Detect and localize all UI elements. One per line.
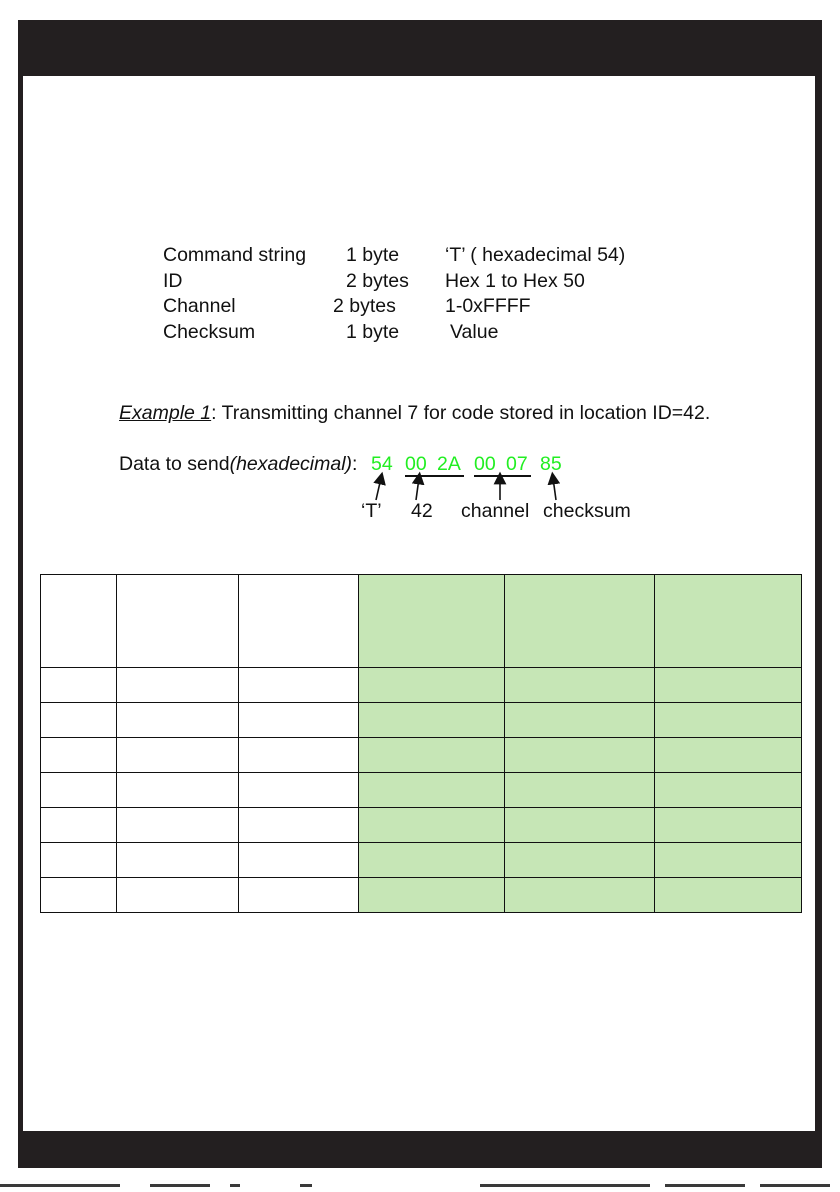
table-cell-green: [505, 703, 655, 738]
table-cell-green: [359, 773, 505, 808]
data-prefix-italic: (hexadecimal): [229, 453, 353, 475]
spec-value: Hex 1 to Hex 50: [445, 269, 585, 292]
callout-command: ‘T’: [361, 500, 382, 522]
spec-size: 1 byte: [346, 320, 400, 343]
callout-channel: channel: [461, 500, 530, 522]
table-cell-green: [359, 843, 505, 878]
table-row: [41, 738, 802, 773]
table-cell: [117, 703, 239, 738]
table-cell: [117, 878, 239, 913]
table-cell-green: [655, 773, 802, 808]
hex-byte-command: 54: [371, 453, 393, 475]
callout-arrows: [0, 0, 840, 560]
arrow-to-id-bytes: [416, 478, 419, 500]
hex-byte-id-low: 2A: [437, 453, 461, 475]
spec-size: 2 bytes: [346, 269, 409, 292]
table-cell: [239, 668, 359, 703]
table-cell-green: [359, 738, 505, 773]
table-cell: [41, 808, 117, 843]
example-label: Example 1: [119, 402, 212, 424]
data-colon: :: [352, 453, 358, 475]
hex-byte-id-high: 00: [405, 453, 427, 475]
hex-byte-channel-high: 00: [474, 453, 496, 475]
spec-value: ‘T’ ( hexadecimal 54): [445, 244, 626, 266]
table-cell-green: [655, 575, 802, 668]
table-cell: [239, 773, 359, 808]
table-cell-green: [359, 668, 505, 703]
callout-checksum: checksum: [543, 500, 631, 522]
table-row: [41, 878, 802, 913]
table-cell-green: [505, 878, 655, 913]
table-cell-green: [655, 878, 802, 913]
table-cell-green: [505, 738, 655, 773]
table-cell-green: [359, 808, 505, 843]
table-cell-green: [655, 668, 802, 703]
table-cell: [117, 773, 239, 808]
table-cell: [117, 843, 239, 878]
table-cell: [41, 843, 117, 878]
table-cell-green: [655, 843, 802, 878]
table-header-row: [41, 575, 802, 668]
table-cell-green: [655, 738, 802, 773]
table-cell: [239, 575, 359, 668]
table-cell: [41, 575, 117, 668]
spec-field: Channel: [163, 295, 236, 317]
table-cell-green: [655, 808, 802, 843]
table-cell-green: [359, 878, 505, 913]
table-cell: [239, 738, 359, 773]
table-cell-green: [505, 843, 655, 878]
spec-size: 2 bytes: [333, 295, 396, 317]
table-cell: [41, 773, 117, 808]
table-cell: [239, 878, 359, 913]
table-row: [41, 773, 802, 808]
hex-byte-channel-low: 07: [506, 453, 528, 475]
table-row: [41, 808, 802, 843]
table-cell-green: [505, 773, 655, 808]
table-cell-green: [505, 575, 655, 668]
table-cell-green: [655, 703, 802, 738]
spec-field: ID: [163, 269, 183, 292]
table-row: [41, 703, 802, 738]
table-cell: [239, 808, 359, 843]
spec-size: 1 byte: [346, 244, 400, 266]
table-cell: [117, 575, 239, 668]
table-cell: [41, 668, 117, 703]
arrow-to-checksum-byte: [553, 478, 556, 500]
table-row: [41, 668, 802, 703]
table-cell: [239, 843, 359, 878]
table-cell: [239, 703, 359, 738]
table-row: [41, 843, 802, 878]
table-cell: [41, 878, 117, 913]
spec-field: Command string: [163, 244, 307, 266]
table-cell: [41, 738, 117, 773]
spec-value: Value: [450, 320, 499, 343]
arrow-to-command-byte: [376, 478, 381, 500]
example-text: : Transmitting channel 7 for code stored in location ID=42.: [211, 402, 711, 424]
spec-field: Checksum: [163, 320, 256, 343]
bottom-edge-marks: [0, 1180, 840, 1192]
table-cell-green: [505, 668, 655, 703]
callout-id: 42: [411, 500, 433, 522]
spec-value: 1-0xFFFF: [445, 295, 531, 317]
hex-byte-checksum: 85: [540, 453, 562, 475]
table-cell-green: [359, 575, 505, 668]
empty-grid-table: [40, 574, 802, 913]
table-cell: [117, 808, 239, 843]
data-prefix: Data to send: [119, 453, 230, 475]
table-cell: [41, 703, 117, 738]
table-cell-green: [359, 703, 505, 738]
table-cell: [117, 668, 239, 703]
table-cell-green: [505, 808, 655, 843]
table-cell: [117, 738, 239, 773]
